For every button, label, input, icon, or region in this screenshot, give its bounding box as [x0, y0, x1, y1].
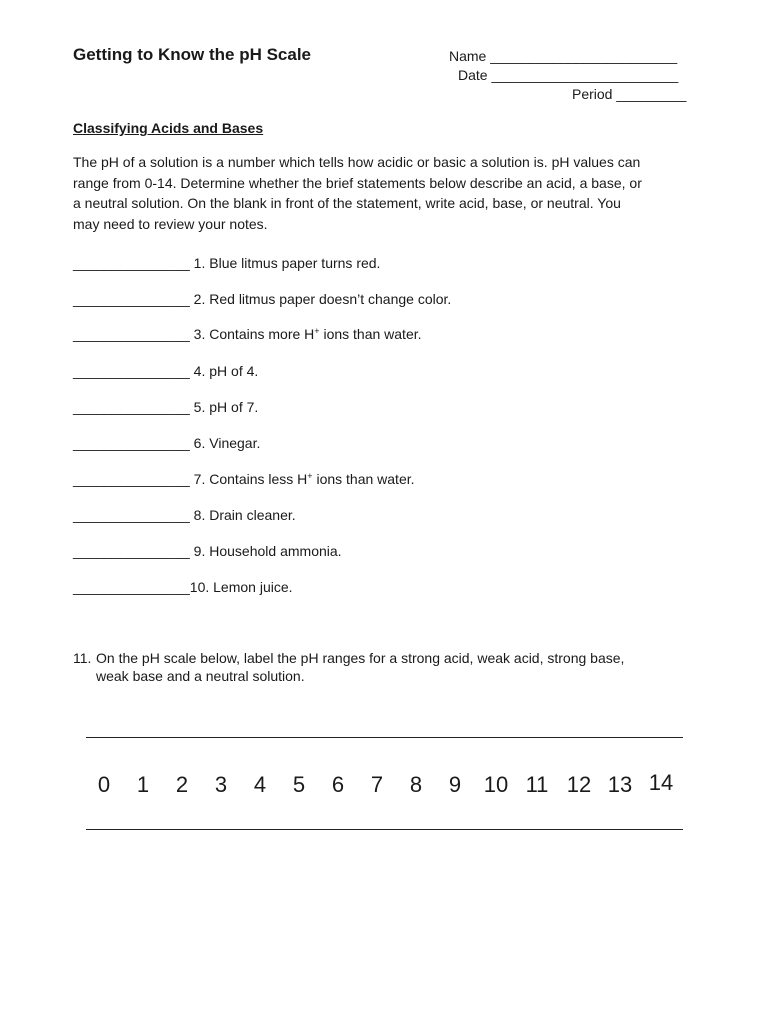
- ph-scale-number: 8: [409, 772, 423, 797]
- intro-line: The pH of a solution is a number which tells how acidic or basic a solution is. pH values can: [73, 154, 641, 170]
- worksheet-title: Getting to Know the pH Scale: [73, 45, 312, 64]
- question-11-line: On the pH scale below, label the pH ranges for a strong acid, weak acid, strong base,: [96, 650, 625, 666]
- ph-scale-number: 1: [136, 772, 150, 797]
- ph-scale-number: 14: [648, 770, 674, 795]
- question-11-number: 11.: [73, 650, 92, 666]
- ph-scale-bottom-line: [86, 829, 683, 830]
- question-item: [73, 579, 293, 596]
- question-11-line: weak base and a neutral solution.: [96, 667, 305, 684]
- question-text: 7. Contains less H: [189, 471, 308, 487]
- ph-scale-number: 5: [292, 772, 306, 797]
- superscript-plus: +: [307, 471, 313, 481]
- question-item: [73, 543, 342, 560]
- question-text-continued: ions than water.: [312, 471, 415, 487]
- question-text-continued: ions than water.: [319, 326, 422, 342]
- question-item: [73, 471, 415, 488]
- period-field: Period _________: [572, 86, 687, 102]
- ph-scale-number: 9: [448, 772, 462, 797]
- answer-blank: _______________: [73, 363, 190, 379]
- question-text: 4. pH of 4.: [189, 363, 259, 379]
- date-field: Date ________________________: [458, 67, 679, 83]
- answer-blank: _______________: [73, 435, 190, 451]
- answer-blank: _______________: [73, 507, 190, 523]
- ph-scale-top-line: [86, 737, 683, 738]
- intro-paragraph: [73, 152, 703, 234]
- ph-scale-number: 11: [525, 772, 549, 797]
- section-heading: Classifying Acids and Bases: [73, 120, 264, 136]
- ph-scale-number: 13: [607, 772, 633, 797]
- intro-line: range from 0-14. Determine whether the brief statements below describe an acid, a base, or: [73, 174, 642, 191]
- question-item: [73, 435, 260, 452]
- intro-line: a neutral solution. On the blank in front of the statement, write acid, base, or neutral. You: [73, 195, 621, 211]
- question-11-text: [96, 650, 696, 685]
- ph-scale-number: 10: [483, 772, 509, 797]
- superscript-plus: +: [314, 326, 320, 336]
- question-item: [73, 326, 422, 343]
- ph-scale-number: 6: [331, 772, 345, 797]
- question-text: 6. Vinegar.: [189, 435, 261, 451]
- question-text: 1. Blue litmus paper turns red.: [189, 255, 381, 271]
- question-item: [73, 291, 451, 308]
- intro-line: may need to review your notes.: [73, 215, 268, 232]
- question-item: [73, 399, 258, 416]
- name-field: Name ________________________: [449, 48, 678, 64]
- ph-scale-number: 12: [566, 772, 592, 797]
- question-text: 3. Contains more H: [189, 326, 315, 342]
- question-item: [73, 507, 296, 524]
- answer-blank: _______________: [73, 579, 190, 595]
- question-item: [73, 363, 258, 380]
- answer-blank: _______________: [73, 399, 190, 415]
- ph-scale-number: 4: [253, 772, 267, 797]
- question-text: 5. pH of 7.: [189, 399, 259, 415]
- answer-blank: _______________: [73, 255, 190, 271]
- answer-blank: _______________: [73, 543, 190, 559]
- question-text: 10. Lemon juice.: [189, 579, 293, 595]
- ph-scale-number: 0: [97, 772, 111, 797]
- question-item: [73, 255, 380, 272]
- answer-blank: _______________: [73, 471, 190, 487]
- ph-scale-number: 3: [214, 772, 228, 797]
- question-text: 2. Red litmus paper doesn’t change color.: [189, 291, 452, 307]
- ph-scale-number: 2: [175, 772, 189, 797]
- answer-blank: _______________: [73, 326, 190, 342]
- question-text: 8. Drain cleaner.: [189, 507, 296, 523]
- ph-scale-number: 7: [370, 772, 384, 797]
- answer-blank: _______________: [73, 291, 190, 307]
- question-text: 9. Household ammonia.: [189, 543, 342, 559]
